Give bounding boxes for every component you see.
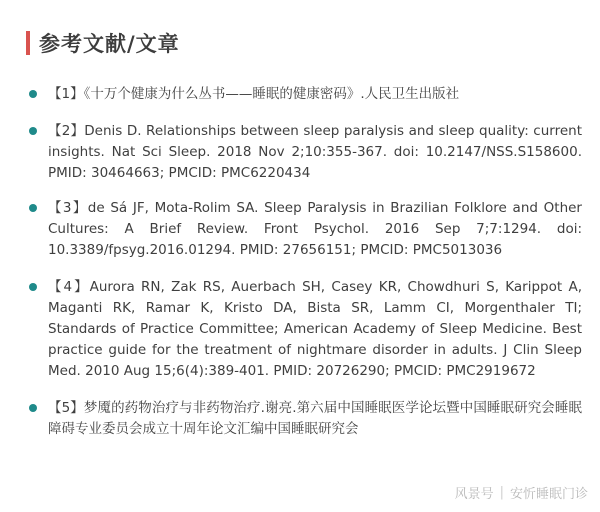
bullet-dot-icon bbox=[29, 283, 37, 291]
reference-item bbox=[26, 277, 582, 382]
watermark-author: 安忻睡眠门诊 bbox=[509, 487, 588, 502]
page-title: 参考文献/文章 bbox=[39, 32, 180, 56]
section-header bbox=[26, 28, 180, 58]
accent-bar bbox=[26, 31, 30, 55]
reference-list bbox=[26, 84, 582, 454]
reference-text: 【2】Denis D. Relationships between sleep paralysis and sleep quality: current insights. Nat Sci Sleep. 2018 Nov 2;10:355-367. doi: 10.2147/NSS.S158600. PMID: 30464663; PMCID: PMC6220434 bbox=[48, 123, 582, 181]
bullet-dot-icon bbox=[29, 127, 37, 135]
reference-item bbox=[26, 84, 582, 105]
watermark-separator: | bbox=[499, 485, 504, 500]
bullet-dot-icon bbox=[29, 90, 37, 98]
reference-item bbox=[26, 121, 582, 184]
reference-item bbox=[26, 398, 582, 440]
bullet-dot-icon bbox=[29, 404, 37, 412]
reference-text: 【5】梦魇的药物治疗与非药物治疗.谢亮.第六届中国睡眠医学论坛暨中国睡眠研究会睡眠障碍专业委员会成立十周年论文汇编中国睡眠研究会 bbox=[48, 400, 582, 437]
reference-text: 【1】《十万个健康为什么丛书——睡眠的健康密码》.人民卫生出版社 bbox=[48, 86, 460, 102]
reference-text: 【4】Aurora RN, Zak RS, Auerbach SH, Casey KR, Chowdhuri S, Karippot A, Maganti RK, Ramar K, Kristo DA, Bista SR, Lamm CI, Morgenthaler TI; Standards of Practice Committee; American Academy of Sleep Medicine. Best practice guide for the treatment of nightmare disorder in adults. J Clin Sleep Med. 2010 Aug 15;6(4):389-401. PMID: 20726290; PMCID: PMC2919672 bbox=[48, 279, 582, 379]
watermark bbox=[455, 483, 588, 502]
reference-item bbox=[26, 198, 582, 261]
reference-text: 【3】de Sá JF, Mota-Rolim SA. Sleep Paralysis in Brazilian Folklore and Other Cultures: A Brief Review. Front Psychol. 2016 Sep 7;7:1294. doi: 10.3389/fpsyg.2016.01294. PMID: 27656151; PMCID: PMC5013036 bbox=[48, 200, 582, 258]
watermark-source: 风景号 bbox=[454, 487, 494, 502]
bullet-dot-icon bbox=[29, 204, 37, 212]
